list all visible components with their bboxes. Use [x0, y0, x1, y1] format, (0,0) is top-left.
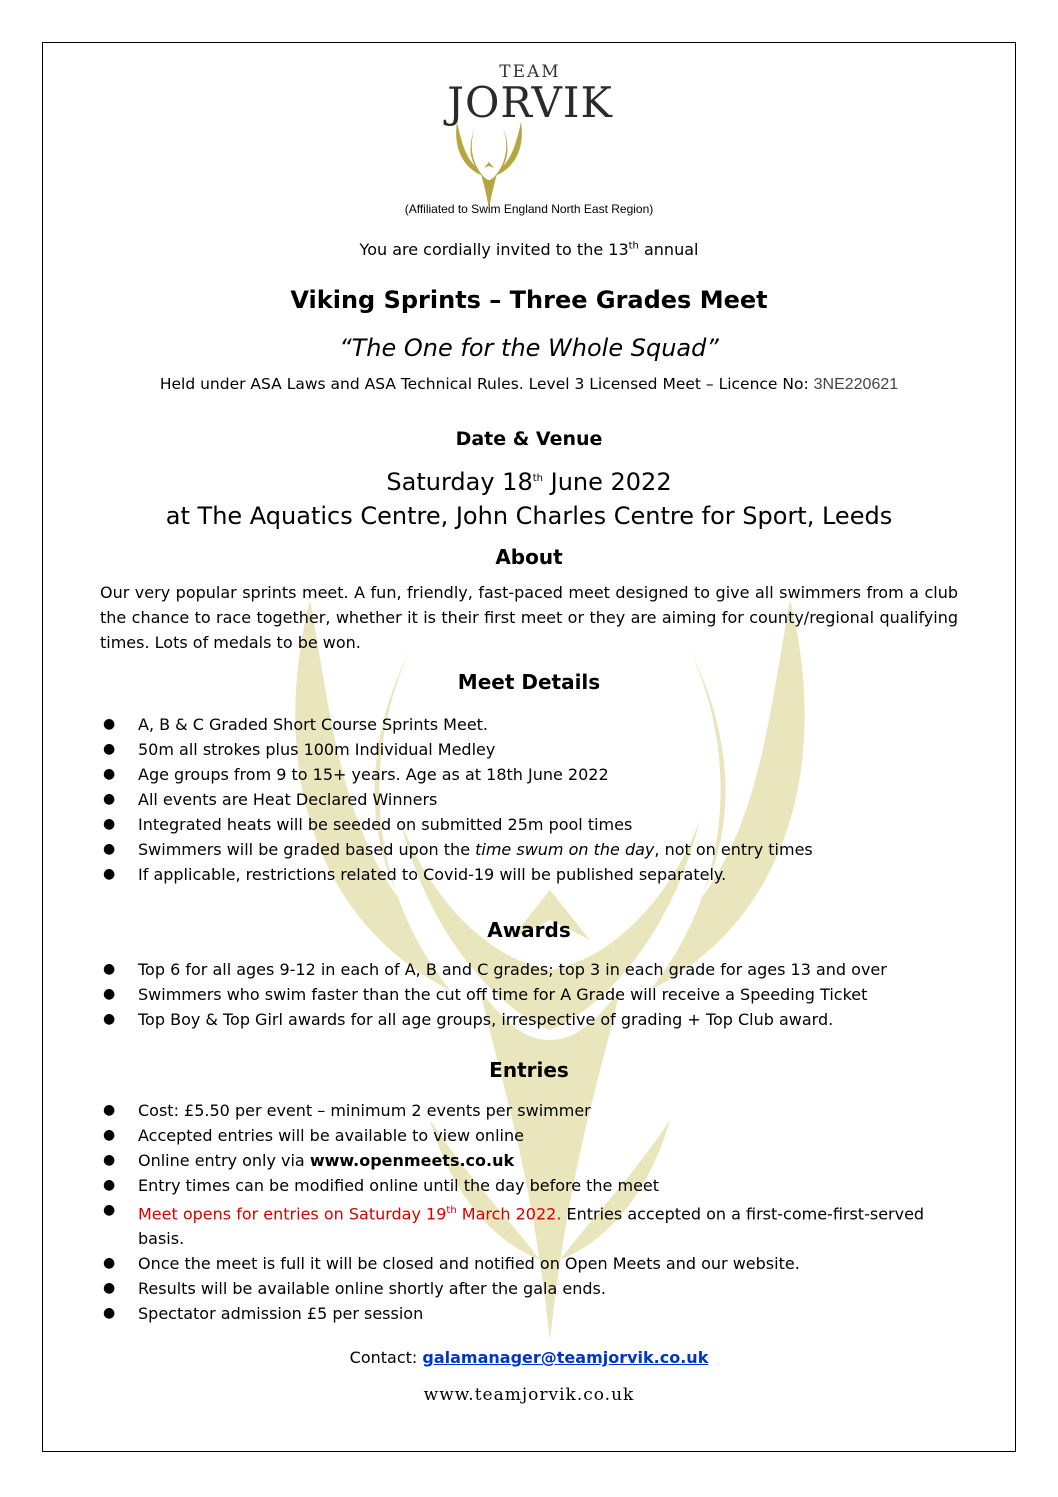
list-item-text: Spectator admission £5 per session: [138, 1304, 424, 1324]
website-text: www.teamjorvik.co.uk: [423, 1385, 635, 1405]
invite-line: [60, 240, 998, 259]
bullet-icon: ●: [103, 961, 116, 977]
list-item: [100, 1098, 960, 1123]
contact-label: Contact:: [349, 1348, 423, 1367]
list-item-text: Integrated heats will be seeded on submitted 25m pool times: [138, 815, 633, 834]
list-item: [100, 712, 960, 737]
opens-red-sup: th: [446, 1205, 457, 1216]
list-item: [100, 1173, 960, 1198]
licence-line: [60, 375, 998, 394]
meet-details-heading: Meet Details: [457, 670, 601, 694]
bullet-icon: ●: [103, 791, 116, 807]
list-item-text: Once the meet is full it will be closed and notified on Open Meets and our website.: [138, 1254, 800, 1274]
list-item-text: Online entry only via: [138, 1151, 310, 1170]
list-item: [100, 812, 960, 837]
meet-venue: at The Aquatics Centre, John Charles Centre for Sport, Leeds: [165, 502, 893, 530]
page-title: Viking Sprints – Three Grades Meet: [290, 286, 768, 314]
list-item: [100, 787, 960, 812]
bullet-icon: ●: [103, 1011, 116, 1027]
list-item-text: Cost: £5.50 per event – minimum 2 events per swimmer: [138, 1101, 591, 1120]
list-item: [100, 1198, 960, 1251]
bullet-icon: ●: [103, 816, 116, 832]
opens-red-text-after: March 2022.: [456, 1204, 562, 1224]
bullet-icon: ●: [103, 841, 116, 857]
list-item: [100, 1276, 960, 1301]
bullet-icon: ●: [103, 716, 116, 732]
bullet-icon: ●: [103, 766, 116, 782]
date-text: Saturday 18: [386, 468, 533, 496]
openmeets-link[interactable]: www.openmeets.co.uk: [309, 1151, 515, 1170]
list-item-text: Age groups from 9 to 15+ years. Age as at 18th June 2022: [138, 765, 609, 784]
list-item: [100, 762, 960, 787]
meet-details-list: [100, 712, 960, 887]
date-text-after: June 2022: [542, 468, 672, 496]
list-item: [100, 1148, 960, 1173]
list-item: [100, 1301, 960, 1326]
list-item: [100, 1251, 960, 1276]
contact-email-link[interactable]: galamanager@teamjorvik.co.uk: [422, 1348, 709, 1367]
page-subtitle: “The One for the Whole Squad”: [339, 334, 719, 362]
bullet-icon: ●: [103, 866, 116, 882]
affiliation-text: (Affiliated to Swim England North East Region): [404, 202, 654, 216]
licence-code: 3NE220621: [813, 376, 899, 393]
list-item-text: Accepted entries will be available to view online: [138, 1126, 524, 1145]
list-item-text: If applicable, restrictions related to Covid-19 will be published separately.: [138, 865, 727, 884]
bullet-icon: ●: [103, 1255, 116, 1272]
entries-heading: Entries: [489, 1058, 569, 1082]
graded-text: Swimmers will be graded based upon the: [138, 840, 476, 859]
bullet-icon: ●: [103, 986, 116, 1002]
graded-text-after: , not on entry times: [654, 840, 813, 859]
list-item-text: Entry times can be modified online until the day before the meet: [138, 1176, 660, 1195]
date-sup: th: [532, 473, 543, 484]
list-item: [100, 837, 960, 862]
awards-heading: Awards: [487, 918, 571, 942]
meet-date: [60, 468, 998, 496]
list-item: [100, 1007, 960, 1032]
licence-text: Held under ASA Laws and ASA Technical Rules. Level 3 Licensed Meet – Licence No:: [159, 375, 814, 393]
about-heading: About: [495, 545, 563, 569]
contact-line: [60, 1348, 998, 1367]
opens-rest-text: Entries accepted on a first-come-first-served basis.: [138, 1204, 925, 1249]
list-item-text: Results will be available online shortly after the gala ends.: [138, 1279, 606, 1299]
logo-team-text: TEAM: [499, 62, 561, 82]
opens-red-text: Meet opens for entries on Saturday 19: [138, 1204, 447, 1224]
bullet-icon: ●: [103, 1102, 116, 1118]
list-item-text: A, B & C Graded Short Course Sprints Meet.: [138, 715, 489, 734]
logo-name-text: JORVIK: [447, 78, 613, 127]
team-jorvik-logo: [415, 60, 645, 210]
bullet-icon: ●: [103, 1280, 116, 1297]
invite-text: You are cordially invited to the 13: [359, 240, 629, 259]
date-venue-heading: Date & Venue: [455, 428, 603, 450]
awards-list: [100, 957, 960, 1032]
list-item-text: Swimmers who swim faster than the cut off time for A Grade will receive a Speeding Ticket: [138, 985, 868, 1004]
bullet-icon: ●: [103, 1127, 116, 1143]
bullet-icon: ●: [103, 1177, 116, 1193]
phoenix-logo-icon: [453, 118, 525, 210]
list-item: [100, 957, 960, 982]
bullet-icon: ●: [103, 741, 116, 757]
list-item: [100, 982, 960, 1007]
invite-sup: th: [628, 240, 639, 252]
entries-list: [100, 1098, 960, 1326]
graded-italic: time swum on the day: [475, 840, 655, 859]
bullet-icon: ●: [103, 1305, 116, 1322]
list-item-text: Top Boy & Top Girl awards for all age groups, irrespective of grading + Top Club award.: [138, 1010, 834, 1029]
list-item: [100, 862, 960, 887]
bullet-icon: ●: [103, 1202, 116, 1218]
bullet-icon: ●: [103, 1152, 116, 1168]
list-item-text: All events are Heat Declared Winners: [138, 790, 438, 809]
list-item-text: 50m all strokes plus 100m Individual Medley: [138, 740, 496, 759]
list-item-text: Top 6 for all ages 9-12 in each of A, B and C grades; top 3 in each grade for ages 13 and over: [138, 960, 887, 979]
invite-text-after: annual: [638, 240, 699, 259]
about-paragraph: Our very popular sprints meet. A fun, friendly, fast-paced meet designed to give all swimmers from a club the chance to race together, whether it is their first meet or they are aiming for county/regional qualifying times. Lots of medals to be won.: [100, 583, 958, 652]
list-item: [100, 1123, 960, 1148]
list-item: [100, 737, 960, 762]
